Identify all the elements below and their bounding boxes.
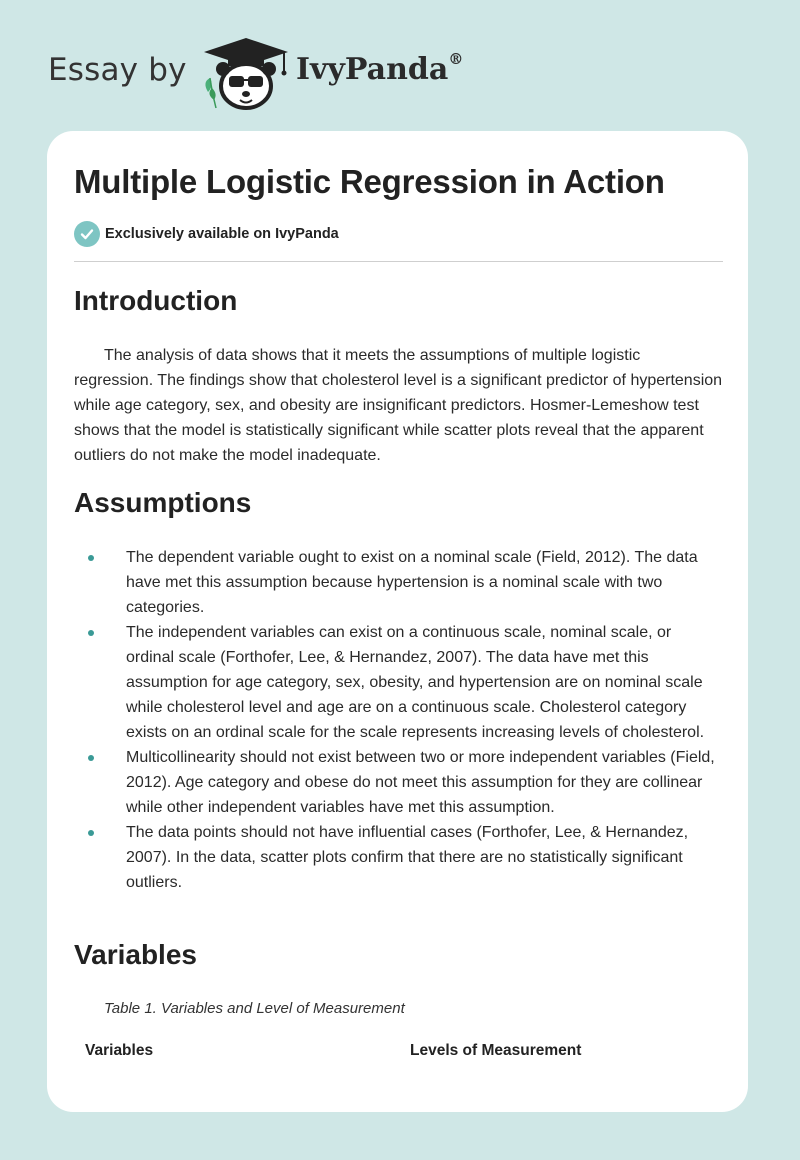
table-header-variables: Variables xyxy=(85,1042,154,1059)
table-header-levels: Levels of Measurement xyxy=(410,1042,582,1059)
brand-name[interactable] xyxy=(296,52,463,87)
badge-text: Exclusively available on IvyPanda xyxy=(105,226,339,242)
section-heading-assumptions: Assumptions xyxy=(74,487,252,518)
divider xyxy=(74,261,723,262)
list-item-text: The dependent variable ought to exist on a nominal scale (Field, 2012). The data have met this assumption because hypertension is a nominal scale with two categories. xyxy=(126,549,698,616)
list-item xyxy=(74,545,723,620)
list-item xyxy=(74,745,723,820)
registered-mark: ® xyxy=(448,50,464,68)
exclusive-badge xyxy=(74,221,339,247)
bullet xyxy=(88,630,94,636)
check-circle-icon xyxy=(74,221,100,247)
page-title: Multiple Logistic Regression in Action xyxy=(74,163,665,200)
list-item xyxy=(74,820,723,895)
list-item-text: Multicollinearity should not exist between two or more independent variables (Field, 2012). Age category and obese do not meet this assumption for they are collinear while other independent variables have met this assumption. xyxy=(126,749,715,816)
list-item-text: The independent variables can exist on a continuous scale, nominal scale, or ordinal scale (Forthofer, Lee, & Hernandez, 2007). The data have met this assumption for age category, sex, obesity, and hypertension are on nominal scale while cholesterol level and age are on a continuous scale. Cholesterol category exists on an ordinal scale for the scale represents increasing levels of cholesterol. xyxy=(126,624,705,741)
list-item-text: The data points should not have influential cases (Forthofer, Lee, & Hernandez, 2007). In the data, scatter plots confirm that there are no statistically significant outliers. xyxy=(126,824,689,891)
site-header xyxy=(0,0,800,130)
bullet xyxy=(88,555,94,561)
table-caption: Table 1. Variables and Level of Measurement xyxy=(104,1000,405,1017)
article-card xyxy=(47,131,748,1112)
brand-name-text: IvyPanda xyxy=(296,52,449,87)
assumptions-list xyxy=(74,545,723,895)
section-heading-introduction: Introduction xyxy=(74,285,238,316)
introduction-paragraph: The analysis of data shows that it meets the assumptions of multiple logistic regression. The findings show that cholesterol level is a significant predictor of hypertension while age category, sex, and obesity are insignificant predictors. Hosmer-Lemeshow test shows that the model is statistically significant while scatter plots reveal that the apparent outliers do not make the model inadequate. xyxy=(74,347,723,464)
panda-graduate-icon[interactable] xyxy=(200,36,292,112)
section-heading-variables: Variables xyxy=(74,939,197,970)
bullet xyxy=(88,830,94,836)
list-item xyxy=(74,620,723,745)
essay-by-label: Essay by xyxy=(48,52,187,88)
bullet xyxy=(88,755,94,761)
